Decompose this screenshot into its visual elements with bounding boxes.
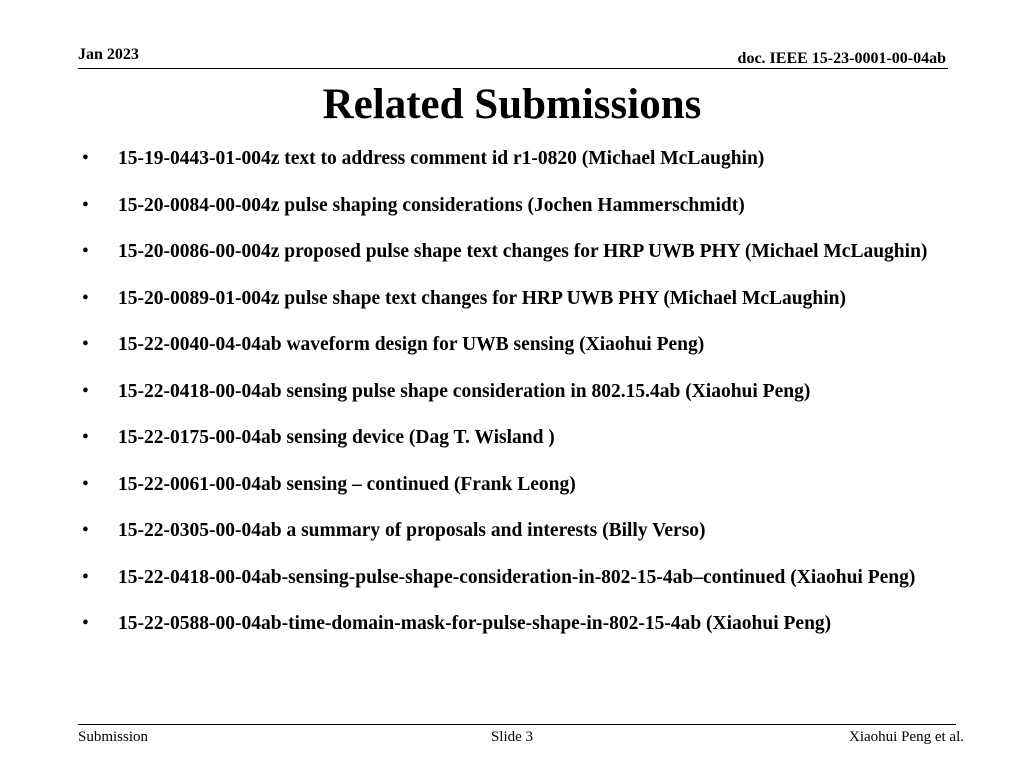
bullet-marker: • (82, 241, 89, 262)
list-item (78, 231, 978, 273)
bullet-marker: • (82, 380, 89, 402)
bullet-marker: • (82, 334, 89, 355)
bullet-marker: • (82, 473, 89, 495)
list-item (78, 278, 978, 320)
list-item (78, 417, 978, 459)
list-item-text: 15-22-0418-00-04ab-sensing-pulse-shape-consideration-in-802-15-4ab–continued (Xiaohui Peng) (118, 566, 916, 588)
header-doc-id: doc. IEEE 15-23-0001-00-04ab (737, 50, 946, 67)
list-item-text: 15-22-0175-00-04ab sensing device (Dag T. Wisland ) (118, 427, 555, 448)
list-item (78, 557, 978, 599)
list-item (78, 603, 978, 645)
footer-submission: Submission (78, 729, 149, 745)
list-item (78, 371, 978, 413)
list-item-text: 15-22-0588-00-04ab-time-domain-mask-for-pulse-shape-in-802-15-4ab (Xiaohui Peng) (118, 613, 832, 634)
list-item-text: 15-20-0086-00-004z proposed pulse shape text changes for HRP UWB PHY (Michael McLaughin) (118, 241, 928, 262)
bullet-marker: • (82, 194, 89, 216)
bullet-marker: • (82, 148, 89, 169)
list-item (78, 464, 978, 506)
bullet-marker: • (82, 520, 89, 541)
list-item (78, 324, 978, 366)
footer-slide-number: Slide 3 (490, 729, 534, 745)
slide-title: Related Submissions (322, 81, 702, 128)
bullet-marker: • (82, 613, 89, 634)
list-item-text: 15-22-0040-04-04ab waveform design for UWB sensing (Xiaohui Peng) (118, 334, 705, 355)
bullet-marker: • (82, 427, 89, 448)
list-item-text: 15-20-0084-00-004z pulse shaping considerations (Jochen Hammerschmidt) (118, 194, 745, 216)
list-item-text: 15-22-0305-00-04ab a summary of proposals and interests (Billy Verso) (118, 520, 706, 541)
header-date: Jan 2023 (78, 46, 139, 63)
list-item-text: 15-20-0089-01-004z pulse shape text changes for HRP UWB PHY (Michael McLaughin) (118, 287, 846, 309)
list-item-text: 15-19-0443-01-004z text to address comment id r1-0820 (Michael McLaughin) (118, 148, 765, 169)
list-item (78, 510, 978, 552)
list-item-text: 15-22-0061-00-04ab sensing – continued (Frank Leong) (118, 473, 576, 495)
list-item (78, 138, 978, 180)
list-item (78, 185, 978, 227)
footer-authors: Xiaohui Peng et al. (849, 729, 964, 745)
list-item-text: 15-22-0418-00-04ab sensing pulse shape consideration in 802.15.4ab (Xiaohui Peng) (118, 380, 811, 402)
bullet-marker: • (82, 566, 89, 588)
bullet-marker: • (82, 287, 89, 309)
footer-divider (78, 724, 956, 725)
header-divider (78, 68, 948, 69)
submission-list (78, 138, 978, 650)
